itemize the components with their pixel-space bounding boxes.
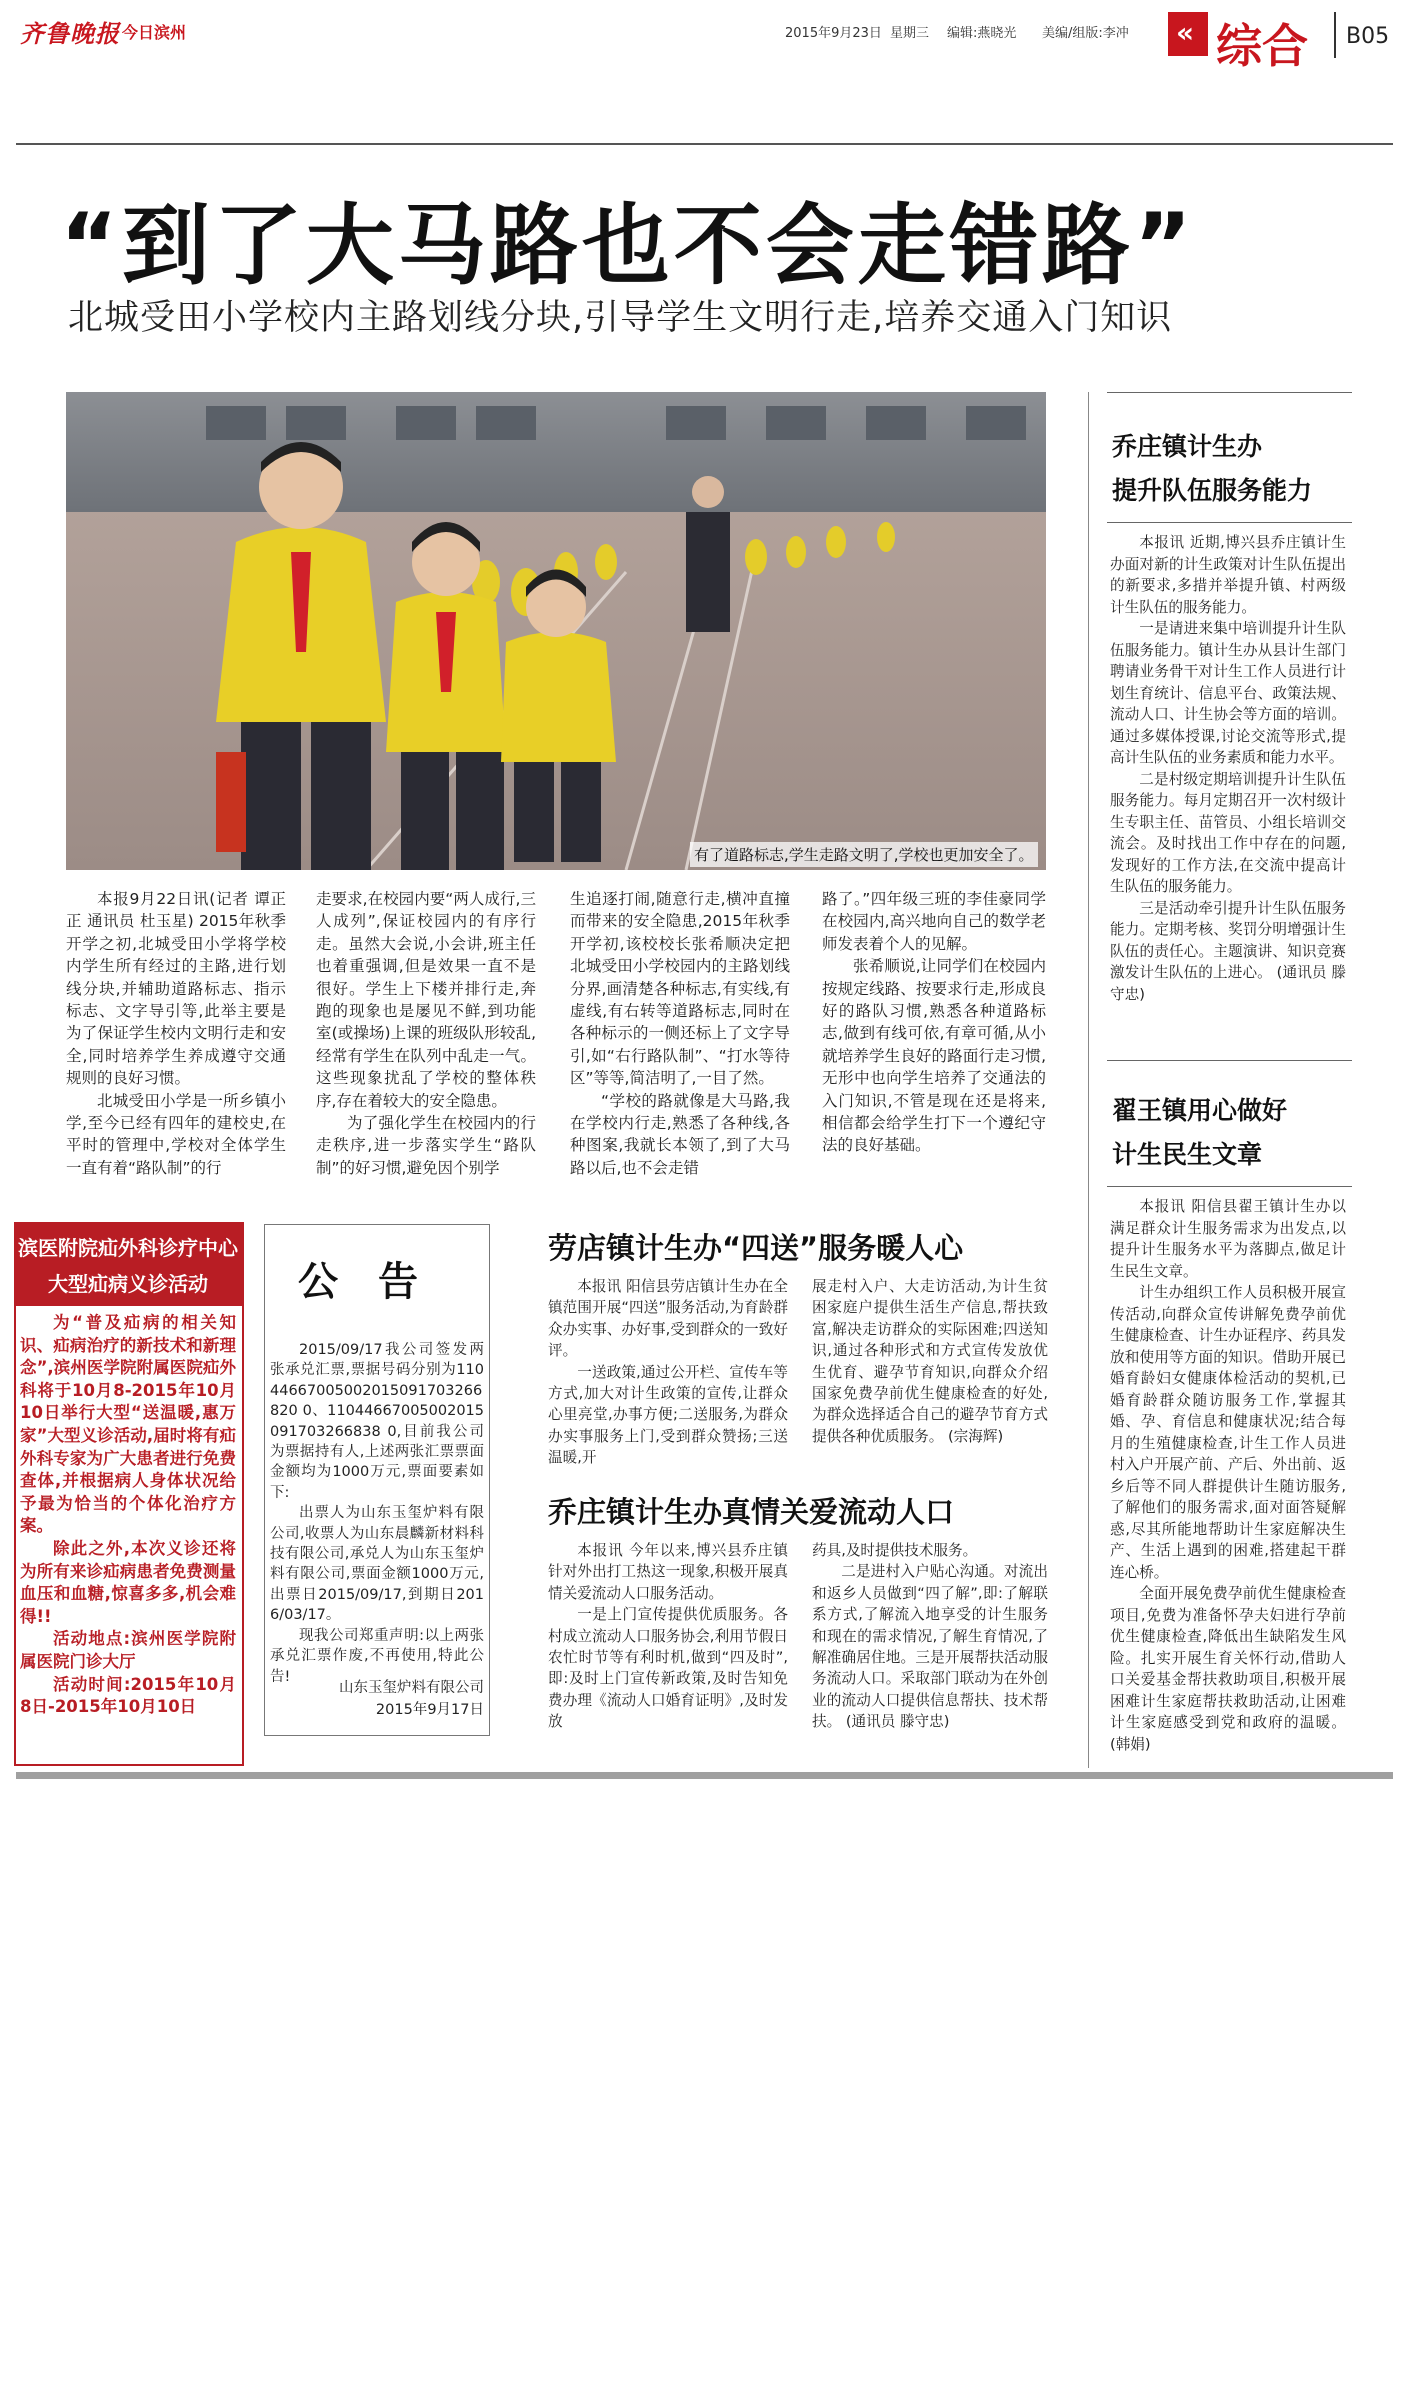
main-story-col4 (822, 888, 1046, 1157)
notice-paragraph: 出票人为山东玉玺炉料有限公司,收票人为山东晨麟新材料科技有限公司,承兑人为山东玉玺炉料有限公司,票面金额1000万元,出票日2015/09/17,到期日2016/03/17。 (270, 1505, 484, 1624)
mid-story1-paragraph: 本报讯 阳信县劳店镇计生办在全镇范围开展“四送”服务活动,为育龄群众办实事、办好事,受到群众的一致好评。 (548, 1278, 788, 1360)
notice-body (270, 1340, 484, 1687)
mid-story1-left (548, 1276, 788, 1469)
photo-caption: 有了道路标志,学生走路文明了,学校也更加安全了。 (690, 842, 1038, 867)
clinic-ad-subtitle: 大型疝病义诊活动 (48, 1272, 208, 1296)
mid-story1-right (812, 1276, 1048, 1447)
issue-weekday: 星期三 (890, 26, 930, 41)
masthead-rule (16, 143, 1393, 145)
designer-credit: 美编/组版:李冲 (1042, 26, 1129, 41)
main-story-col3 (570, 888, 790, 1179)
section-name: 综合 (1216, 19, 1308, 73)
mid-story2-left (548, 1540, 788, 1733)
sidebar-paragraph: 本报讯 近期,博兴县乔庄镇计生办面对新的计生政策对计生队伍提出的新要求,多措并举提升镇、村两级计生队伍的服务能力。 (1110, 534, 1346, 616)
mid-story1-paragraph: 一送政策,通过公开栏、宣传车等方式,加大对计生政策的宣传,让群众心里亮堂,办事方便;二送服务,为群众办实事服务上门,受到群众赞扬;三送温暖,开 (548, 1363, 788, 1467)
sidebar-story1-body (1110, 532, 1346, 1005)
clinic-ad-location: 活动地点:滨州医学院附属医院门诊大厅 (20, 1629, 236, 1671)
clinic-ad-time: 活动时间:2015年10月8日-2015年10月10日 (20, 1674, 236, 1717)
main-story-col1 (66, 888, 286, 1179)
main-story-paragraph: 北城受田小学是一所乡镇小学,至今已经有四年的建校史,在平时的管理中,学校对全体学生一直有着“路队制”的行 (66, 1091, 286, 1177)
main-story-paragraph: “学校的路就像是大马路,我在学校内行走,熟悉了各种线,各种图案,我就长本领了,到了大马路以后,也不会走错 (570, 1091, 790, 1177)
sidebar-paragraph: 本报讯 阳信县翟王镇计生办以满足群众计生服务需求为出发点,以提升计生服务水平为落脚点,做足计生民生文章。 (1110, 1198, 1346, 1280)
edition-name: 今日滨州 (122, 23, 187, 42)
sidebar-paragraph: 一是请进来集中培训提升计生队伍服务能力。镇计生办从县计生部门聘请业务骨干对计生工作人员进行计划生育统计、信息平台、政策法规、流动人口、计生协会等方面的培训。通过多媒体授课,讨论交流等形式,提高计生队伍的业务素质和能力水平。 (1110, 620, 1346, 766)
notice-paragraph: 2015/09/17我公司签发两张承兑汇票,票据号码分别为11044667005002015091703266820 0、11044667005002015091703266838 0,目前我公司为票据持有人,上述两张汇票票面金额均为1000万元,票面要素如下: (270, 1342, 484, 1501)
main-story-paragraph: 路了。”四年级三班的李佳豪同学在校园内,高兴地向自己的数学老师发表着个人的见解。 (822, 890, 1046, 953)
mid-story2-paragraph: 药具,及时提供技术服务。 (812, 1542, 978, 1559)
mid-story2-paragraph: 本报讯 今年以来,博兴县乔庄镇针对外出打工热这一现象,积极开展真情关爱流动人口服务活动。 (548, 1542, 788, 1602)
mid-story2-title: 乔庄镇计生办真情关爱流动人口 (548, 1495, 955, 1529)
paper-logo: 齐鲁晚报 (20, 19, 120, 48)
mid-story1-title: 劳店镇计生办“四送”服务暖人心 (548, 1231, 964, 1265)
mid-story2-paragraph: 二是进村入户贴心沟通。对流出和返乡人员做到“四了解”,即:了解联系方式,了解流入地享受的计生服务和现在的需求情况,了解生育情况,了解准确居住地。三是开展帮扶活动服务流动人口。采取部门联动为在外创业的流动人口提供信息帮扶、技术帮扶。 (通讯员 滕守忠) (812, 1563, 1048, 1731)
clinic-ad-title: 滨医附院疝外科诊疗中心 (18, 1236, 238, 1260)
sidebar-story2-body (1110, 1196, 1346, 1755)
sidebar-divider (1088, 392, 1089, 1768)
main-story-paragraph: 生追逐打闹,随意行走,横冲直撞而带来的安全隐患,2015年秋季开学初,该校校长张希顺决定把北城受田小学校园内的主路划线分界,画清楚各种标志,有实线,有虚线,有右转等道路标志,同时在各种标示的一侧还标上了文字导引,如“右行路队制”、“打水等待区”等等,简洁明了,一目了然。 (570, 890, 790, 1088)
main-story-paragraph: 走要求,在校园内要“两人成行,三人成列”,保证校园内的有序行走。虽然大会说,小会讲,班主任也着重强调,但是效果一直不是很好。学生上下楼并排行走,奔跑的现象也是屡见不鲜,到功能室(或操场)上课的班级队形较乱,经常有学生在队列中乱走一气。这些现象扰乱了学校的整体秩序,存在着较大的安全隐患。 (316, 890, 536, 1110)
main-story-paragraph: 张希顺说,让同学们在校园内按规定线路、按要求行走,形成良好的路队习惯,熟悉各种道路标志,做到有线可依,有章可循,从小就培养学生良好的路面行走习惯,无形中也向学生培养了交通法的入门知识,不管是现在还是将来,相信都会给学生打下一个遵纪守法的良好基础。 (822, 957, 1046, 1155)
sidebar-story1-title-line2: 提升队伍服务能力 (1112, 476, 1313, 505)
main-story-paragraph: 本报9月22日讯(记者 谭正正 通讯员 杜玉星) 2015年秋季开学之初,北城受田小学将学校内学生所有经过的主路,进行划线分块,并辅助道路标志、指示标志、文字导引等,此举主要是为了保证学生校内文明行走和安全,同时培养学生养成遵守交通规则的良好习惯。 (66, 890, 286, 1088)
section-arrow-icon: « (1176, 16, 1195, 49)
page-bottom-rule (16, 1772, 1393, 1779)
issue-date: 2015年9月23日 (785, 26, 882, 41)
mid-story2-right (812, 1540, 1048, 1733)
main-photo (66, 392, 1046, 870)
masthead-divider (1334, 12, 1336, 58)
sidebar-story1-rule (1107, 522, 1352, 523)
sidebar-paragraph: 二是村级定期培训提升计生队伍服务能力。每月定期召开一次村级计生专职主任、苗管员、小组长培训交流会。及时找出工作中存在的问题,发现好的工作方法,在交流中提高计生队伍的服务能力。 (1110, 770, 1346, 895)
mid-story2-paragraph: 一是上门宣传提供优质服务。各村成立流动人口服务协会,利用节假日农忙时节等有利时机,做到“四及时”,即:及时上门宣传新政策,及时告知免费办理《流动人口婚育证明》,及时发放 (548, 1606, 788, 1731)
page-number: B05 (1346, 24, 1390, 49)
sidebar-top-rule (1107, 392, 1352, 393)
clinic-ad-paragraph: 为“普及疝病的相关知识、疝病治疗的新技术和新理念”,滨州医学院附属医院疝外科将于10月8-2015年10月10日举行大型“送温暖,惠万家”大型义诊活动,届时将有疝外科专家为广大患者进行免费查体,并根据病人身体状况给予最为恰当的个体化治疗方案。 (20, 1313, 236, 1536)
notice-title: 公告 (298, 1259, 458, 1305)
sidebar-story2-title-line2: 计生民生文章 (1112, 1140, 1263, 1169)
sidebar-story2-rule (1107, 1186, 1352, 1187)
editor-credit: 编辑:燕晓光 (947, 26, 1017, 41)
sidebar-paragraph: 全面开展免费孕前优生健康检查项目,免费为准备怀孕夫妇进行孕前优生健康检查,降低出生缺陷发生风险。扎实开展生育关怀行动,借助人口关爱基金帮扶救助项目,积极开展困难计生家庭帮扶救助活动,让困难计生家庭感受到党和政府的温暖。 (韩娟) (1110, 1585, 1346, 1753)
schoolchildren-photo (66, 392, 1046, 870)
sidebar-story2-top-rule (1107, 1060, 1352, 1061)
notice-company: 山东玉玺炉料有限公司 (339, 1680, 484, 1696)
mid-story1-paragraph: 展走村入户、大走访活动,为计生贫困家庭户提供生活生产信息,帮扶致富,解决走访群众的实际困难;四送知识,通过各种形式和方式宣传发放优生优育、避孕节育知识,向群众介绍国家免费孕前优生健康检查的好处,为群众选择适合自己的避孕节育方式提供各种优质服务。 (宗海辉) (812, 1278, 1048, 1445)
sidebar-paragraph: 计生办组织工作人员积极开展宣传活动,向群众宣传讲解免费孕前优生健康检查、计生办证程序、药具发放和使用等方面的知识。借助开展已婚育龄妇女健康体检活动的契机,已婚育龄群众随访服务工作,掌握其婚、孕、育信息和健康状况;结合每月的生殖健康检查,计生工作人员进村入户开展产前、产后、外出前、返乡后等不同人群提供计生随访服务,了解他们的服务需求,面对面答疑解惑,尽其所能地帮助计生家庭解决生产、生活上遇到的困难,搭建起干群连心桥。 (1110, 1284, 1346, 1581)
notice-date: 2015年9月17日 (375, 1702, 484, 1718)
notice-paragraph: 现我公司郑重声明:以上两张承兑汇票作废,不再使用,特此公告! (270, 1627, 484, 1685)
main-headline: “到了大马路也不会走错路” (60, 194, 1196, 297)
sidebar-story2-title-line1: 翟王镇用心做好 (1112, 1096, 1288, 1125)
clinic-ad-paragraph: 除此之外,本次义诊还将为所有来诊疝病患者免费测量血压和血糖,惊喜多多,机会难得!! (20, 1538, 236, 1626)
sidebar-story1-title-line1: 乔庄镇计生办 (1112, 432, 1263, 461)
main-story-paragraph: 为了强化学生在校园内的行走秩序,进一步落实学生“路队制”的好习惯,避免因个别学 (316, 1114, 536, 1177)
sidebar-paragraph: 三是活动牵引提升计生队伍服务能力。定期考核、奖罚分明增强计生队伍的责任心。主题演讲、知识竞赛激发计生队伍的上进心。 (通讯员 滕守忠) (1110, 899, 1346, 1003)
main-story-col2 (316, 888, 536, 1179)
clinic-ad-body (20, 1312, 236, 1719)
main-subheadline: 北城受田小学校内主路划线分块,引导学生文明行走,培养交通入门知识 (68, 298, 1173, 338)
